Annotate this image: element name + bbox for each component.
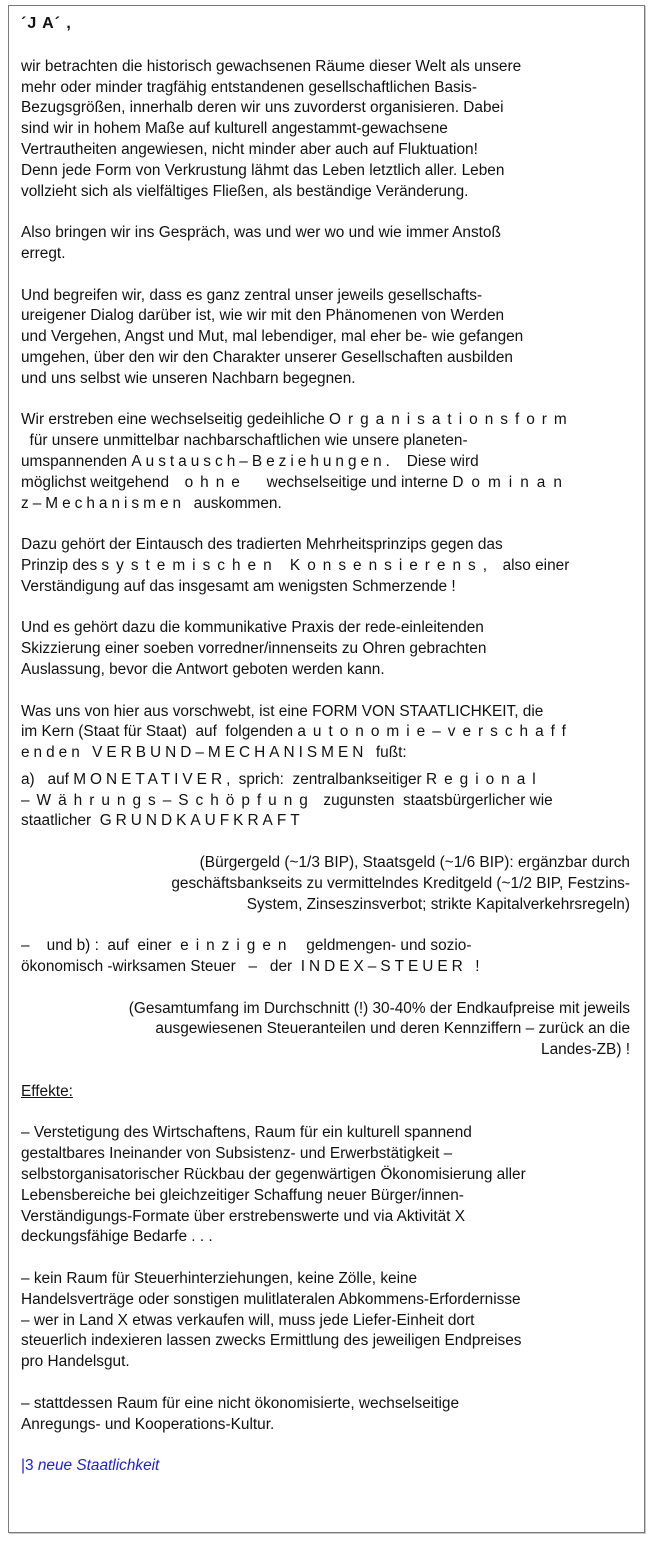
text-line: gestaltbares Ineinander von Subsistenz- und Erwerbstätigkeit –: [21, 1145, 453, 1163]
link-prefix: |3: [21, 1457, 38, 1475]
text-segment: möglichst weitgehend: [21, 473, 174, 491]
text-line: [21, 452, 636, 473]
text-line: deckungsfähige Bedarfe . . .: [21, 1228, 213, 1246]
text-segment: Prinzip des: [21, 556, 102, 574]
text-segment: ökonomisch -wirksamen Steuer – der: [21, 958, 301, 976]
text-line: Verständigungs-Formate über erstrebenswerte und via Aktivität X: [21, 1207, 465, 1225]
text-segment: geldmengen- und sozio-: [293, 937, 472, 955]
text-line: – wer in Land X etwas verkaufen will, muss jede Liefer-Einheit dort: [21, 1311, 475, 1329]
text-line: Landes-ZB) !: [541, 1041, 630, 1059]
spaced-term: –Währungs–Schöpfung: [21, 791, 315, 809]
text-line: Also bringen wir ins Gespräch, was und wer wo und wie immer Anstoß: [21, 224, 501, 242]
text-segment: staatlicher: [21, 812, 100, 830]
spaced-term: enden VERBUND–MECHANISMEN: [21, 744, 368, 762]
link-label: neue Staatlichkeit: [37, 1457, 160, 1475]
text-line: [21, 556, 636, 577]
document-title: ´J A´ ,: [21, 15, 72, 32]
paragraph-organisation: [21, 410, 636, 514]
effect-item-2: [21, 1269, 636, 1373]
paragraph-money-types: [21, 853, 636, 915]
text-line: Lebensbereiche bei gleichzeitiger Schaffung neuer Bürger/innen-: [21, 1186, 464, 1204]
text-line: und Vergehen, Angst und Mut, mal lebendiger, mal eher be- wie gefangen: [21, 328, 524, 346]
text-segment: wechselseitige und interne: [258, 473, 453, 491]
text-line: [21, 410, 636, 431]
text-line: Und begreifen wir, dass es ganz zentral unser jeweils gesellschafts-: [21, 286, 483, 304]
text-line: erregt.: [21, 244, 66, 262]
text-line: [21, 722, 636, 743]
spaced-term: einzigen: [180, 937, 294, 955]
paragraph-practice: [21, 618, 636, 680]
spaced-term: systemischen Konsensierens,: [101, 556, 495, 574]
text-line: geschäftsbankseits zu vermittelndes Kreditgeld (~1/2 BIP, Festzins-: [171, 874, 630, 892]
paragraph-conversation: [21, 223, 636, 265]
text-line: [21, 791, 636, 812]
text-line: Verständigung auf das insgesamt am wenigsten Schmerzende !: [21, 577, 456, 595]
text-segment: fußt:: [367, 744, 407, 762]
paragraph-monetative: [21, 770, 636, 832]
text-segment: Diese wird: [393, 452, 479, 470]
text-segment: umspannenden: [21, 452, 132, 470]
spaced-term: Organisationsform: [328, 411, 574, 429]
text-line: [21, 936, 636, 957]
text-line: für unsere unmittelbar nachbarschaftlichen wie unsere planeten-: [21, 432, 468, 450]
effect-item-3: [21, 1394, 636, 1436]
text-segment: – und b) : auf einer: [21, 937, 181, 955]
spaced-term: MONETATIVER,: [73, 770, 235, 788]
text-line: Bezugsgrößen, innerhalb deren wir uns zuvorderst organisieren. Dabei: [21, 99, 504, 117]
text-line: (Gesamtumfang im Durchschnitt (!) 30-40% der Endkaufpreise mit jeweils: [128, 999, 630, 1017]
spaced-term: Austausch–Beziehungen.: [131, 452, 394, 470]
spaced-term: z–Mechanismen: [21, 494, 186, 512]
footer-link-row: [21, 1456, 636, 1477]
text-line: umgehen, über den wir den Charakter unserer Gesellschaften ausbilden: [21, 348, 513, 366]
text-line: – stattdessen Raum für eine nicht ökonomisierte, wechselseitige: [21, 1394, 460, 1412]
text-line: und uns selbst wie unseren Nachbarn begegnen.: [21, 369, 356, 387]
text-line: [21, 743, 636, 764]
text-segment: sprich: zentralbankseitiger: [234, 770, 426, 788]
text-line: sind wir in hohem Maße auf kulturell angestammt-gewachsene: [21, 120, 448, 138]
text-line: pro Handelsgut.: [21, 1353, 130, 1371]
section-effects: [21, 1082, 636, 1103]
text-line: Was uns von hier aus vorschwebt, ist eine FORM VON STAATLICHKEIT, die: [21, 702, 544, 720]
text-line: Handelsverträge oder sonstigen mulitlateralen Abkommens-Erfordernisse: [21, 1290, 521, 1308]
text-line: Und es gehört dazu die kommunikative Praxis der rede-einleitenden: [21, 619, 484, 637]
text-segment: Wir erstreben eine wechselseitig gedeihliche: [21, 411, 329, 429]
text-line: – Verstetigung des Wirtschaftens, Raum für ein kulturell spannend: [21, 1124, 472, 1142]
text-line: [21, 494, 636, 515]
text-segment: im Kern (Staat für Staat) auf folgenden: [21, 723, 298, 741]
paragraph-total-volume: [21, 999, 636, 1061]
text-line: wir betrachten die historisch gewachsenen Räume dieser Welt als unsere: [21, 57, 522, 75]
text-line: Vertrautheiten angewiesen, nicht minder aber auch auf Fluktuation!: [21, 140, 478, 158]
text-line: [21, 473, 636, 494]
text-segment: auskommen.: [185, 494, 282, 512]
text-line: Anregungs- und Kooperations-Kultur.: [21, 1415, 275, 1433]
spaced-term: GRUNDKAUFKRAFT: [99, 812, 304, 830]
text-segment: !: [466, 958, 480, 976]
paragraph-dialog: [21, 286, 636, 390]
text-segment: a) auf: [21, 770, 74, 788]
neue-staatlichkeit-link[interactable]: [21, 1457, 159, 1474]
document-body: [21, 14, 636, 1477]
text-line: mehr oder minder tragfähig entstandenen gesellschaftlichen Basis-: [21, 78, 477, 96]
text-line: Skizzierung einer soeben vorredner/innenseits zu Ohren gebrachten: [21, 640, 487, 658]
paragraph-consensus: [21, 535, 636, 597]
text-line: steuerlich indexieren lassen zwecks Ermittlung des jeweiligen Endpreises: [21, 1332, 522, 1350]
paragraph-index-tax: [21, 936, 636, 978]
paragraph-intro: [21, 57, 636, 203]
text-line: [21, 770, 636, 791]
text-line: selbstorganisatorischer Rückbau der gegenwärtigen Ökonomisierung aller: [21, 1166, 526, 1184]
text-line: ureigener Dialog darüber ist, wie wir mit den Phänomenen von Werden: [21, 307, 505, 325]
text-line: (Bürgergeld (~1/3 BIP), Staatsgeld (~1/6 BIP): ergänzbar durch: [199, 854, 630, 872]
spaced-term: INDEX–STEUER: [300, 958, 467, 976]
text-line: Dazu gehört der Eintausch des tradierten Mehrheitsprinzips gegen das: [21, 536, 503, 554]
text-line: ausgewiesenen Steueranteilen und deren Kennziffern – zurück an die: [155, 1020, 630, 1038]
text-line: [21, 811, 636, 832]
text-line: [21, 957, 636, 978]
text-line: vollzieht sich als vielfältiges Fließen, als beständige Veränderung.: [21, 182, 469, 200]
paragraph-statehood: [21, 702, 636, 764]
text-line: – kein Raum für Steuerhinterziehungen, keine Zölle, keine: [21, 1270, 418, 1288]
spaced-term: ohne: [173, 473, 259, 491]
text-line: System, Zinseszinsverbot; strikte Kapitalverkehrsregeln): [246, 895, 630, 913]
effects-heading: Effekte:: [21, 1082, 73, 1100]
text-segment: also einer: [494, 556, 570, 574]
effect-item-1: [21, 1123, 636, 1248]
text-line: Auslassung, bevor die Antwort geboten werden kann.: [21, 660, 385, 678]
spaced-term: Dominan: [452, 473, 570, 491]
spaced-term: Regional: [425, 770, 543, 788]
text-segment: zugunsten staatsbürgerlicher wie: [314, 791, 553, 809]
spaced-term: autonomie–verschaff: [297, 723, 573, 741]
text-line: Denn jede Form von Verkrustung lähmt das Leben letztlich aller. Leben: [21, 161, 505, 179]
